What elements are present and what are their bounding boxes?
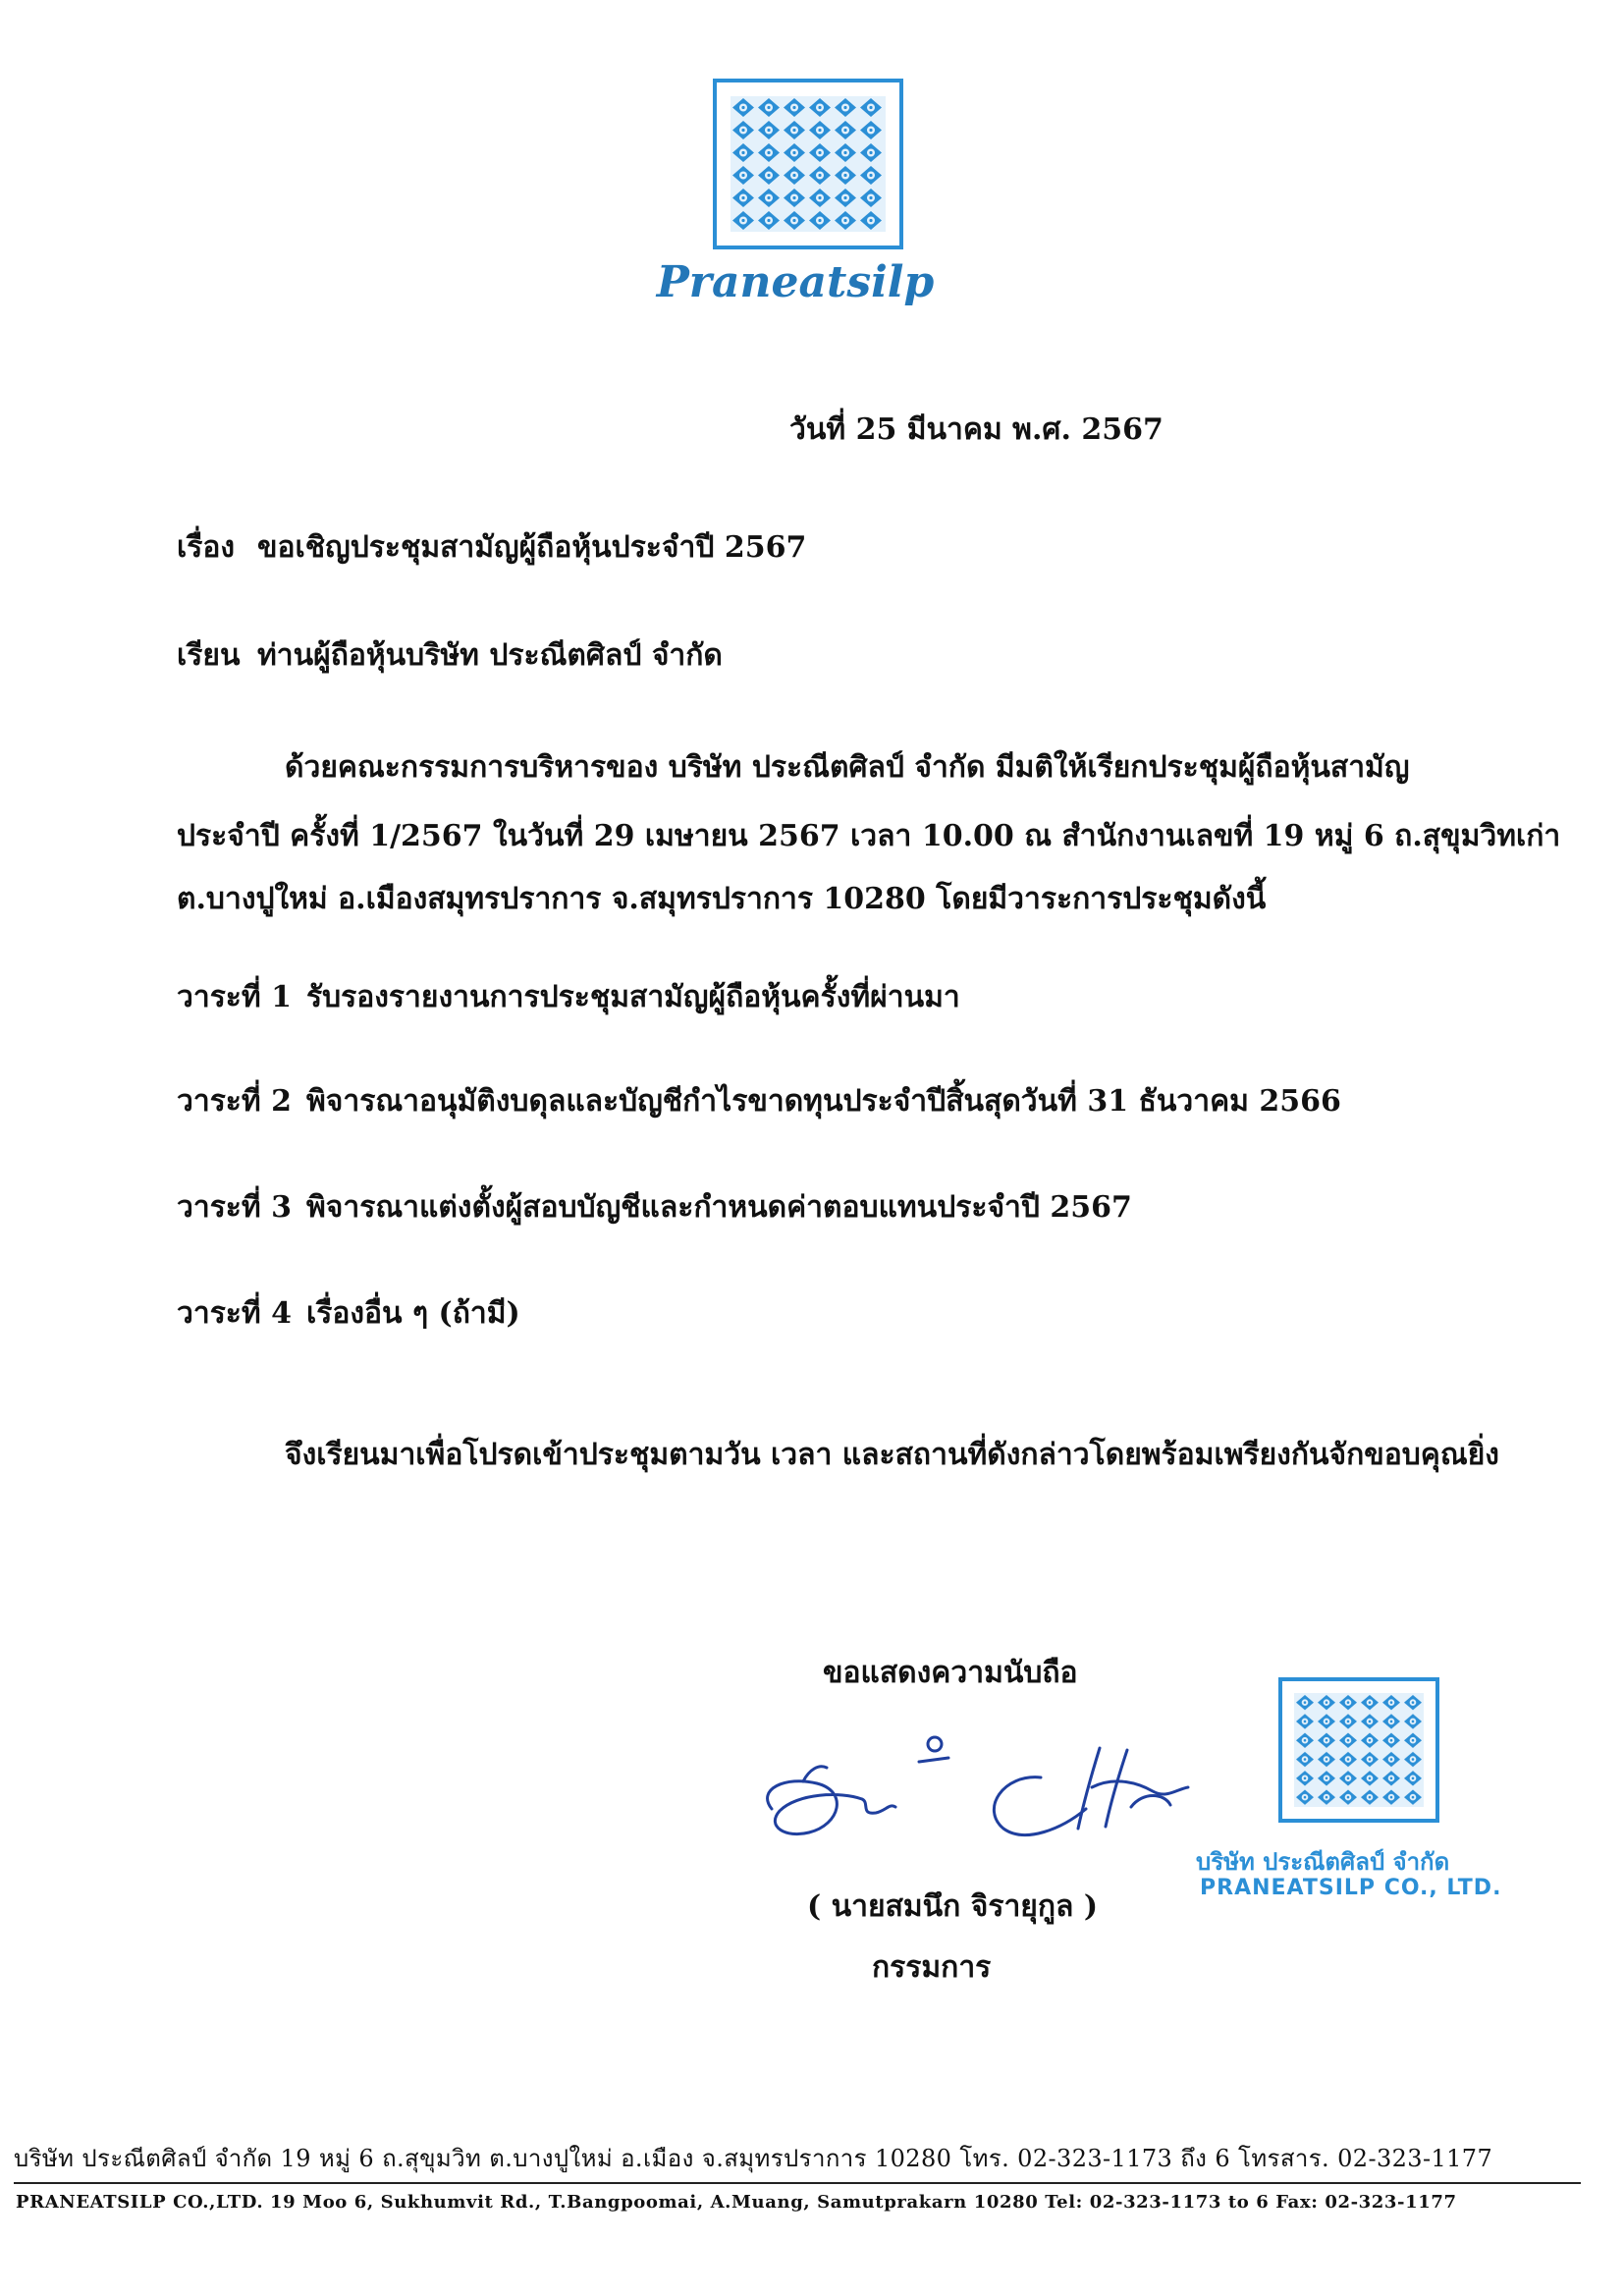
company-logo: [713, 79, 903, 249]
recipient-text: ท่านผู้ถือหุ้นบริษัท ประณีตศิลป์ จำกัด: [257, 638, 723, 673]
signer-name: ( นายสมนึก จิรายุกูล ): [807, 1889, 1099, 1924]
agenda-item-label: วาระที่ 2: [177, 1084, 293, 1119]
stamp-pattern: [1294, 1693, 1424, 1807]
recipient-label: เรียน: [177, 638, 241, 673]
agenda-item-text: พิจารณาอนุมัติงบดุลและบัญชีกำไรขาดทุนประจำปีสิ้นสุดวันที่ 31 ธันวาคม 2566: [306, 1084, 1341, 1119]
closing-sentence: จึงเรียนมาเพื่อโปรดเข้าประชุมตามวัน เวลา และสถานที่ดังกล่าวโดยพร้อมเพรียงกันจักขอบคุณยิ่ง: [285, 1438, 1499, 1472]
body-paragraph-line: ประจำปี ครั้งที่ 1/2567 ในวันที่ 29 เมษายน 2567 เวลา 10.00 ณ สำนักงานเลขที่ 19 หมู่ 6 ถ.สุขุมวิทเก่า: [177, 819, 1561, 853]
agenda-item-text: เรื่องอื่น ๆ (ถ้ามี): [306, 1296, 520, 1331]
regards-line: ขอแสดงความนับถือ: [823, 1656, 1078, 1690]
agenda-item-label: วาระที่ 4: [177, 1296, 293, 1331]
body-paragraph-line: ด้วยคณะกรรมการบริหารของ บริษัท ประณีตศิลป์ จำกัด มีมติให้เรียกประชุมผู้ถือหุ้นสามัญ: [285, 750, 1410, 785]
footer-address-english: PRANEATSILP CO.,LTD. 19 Moo 6, Sukhumvit Rd., T.Bangpoomai, A.Muang, Samutprakarn 10280 Tel: 02-323-1173 to 6 Fax: 02-323-1177: [16, 2192, 1457, 2213]
logo-pattern: [731, 96, 886, 232]
company-stamp: [1278, 1677, 1439, 1823]
footer-address-thai: บริษัท ประณีตศิลป์ จำกัด 19 หมู่ 6 ถ.สุขุมวิท ต.บางปูใหม่ อ.เมือง จ.สมุทรปราการ 10280 โทร. 02-323-1173 ถึง 6 โทรสาร. 02-323-1177: [14, 2145, 1493, 2172]
agenda-item-text: พิจารณาแต่งตั้งผู้สอบบัญชีและกำหนดค่าตอบแทนประจำปี 2567: [306, 1190, 1132, 1225]
handwritten-signature: [746, 1719, 1198, 1866]
subject-text: ขอเชิญประชุมสามัญผู้ถือหุ้นประจำปี 2567: [257, 530, 807, 565]
agenda-item-text: รับรองรายงานการประชุมสามัญผู้ถือหุ้นครั้งที่ผ่านมา: [306, 980, 960, 1014]
agenda-item-label: วาระที่ 1: [177, 980, 293, 1014]
stamp-company-name-thai: บริษัท ประณีตศิลป์ จำกัด: [1196, 1848, 1450, 1876]
logo-wordmark: Praneatsilp: [656, 257, 935, 307]
agenda-item-label: วาระที่ 3: [177, 1190, 293, 1225]
subject-label: เรื่อง: [177, 530, 236, 565]
signer-title: กรรมการ: [872, 1950, 992, 1985]
stamp-company-name-english: PRANEATSILP CO., LTD.: [1200, 1876, 1502, 1900]
letter-date: วันที่ 25 มีนาคม พ.ศ. 2567: [789, 412, 1164, 447]
footer-divider: [14, 2182, 1581, 2184]
body-paragraph-line: ต.บางปูใหม่ อ.เมืองสมุทรปราการ จ.สมุทรปราการ 10280 โดยมีวาระการประชุมดังนี้: [177, 882, 1267, 916]
